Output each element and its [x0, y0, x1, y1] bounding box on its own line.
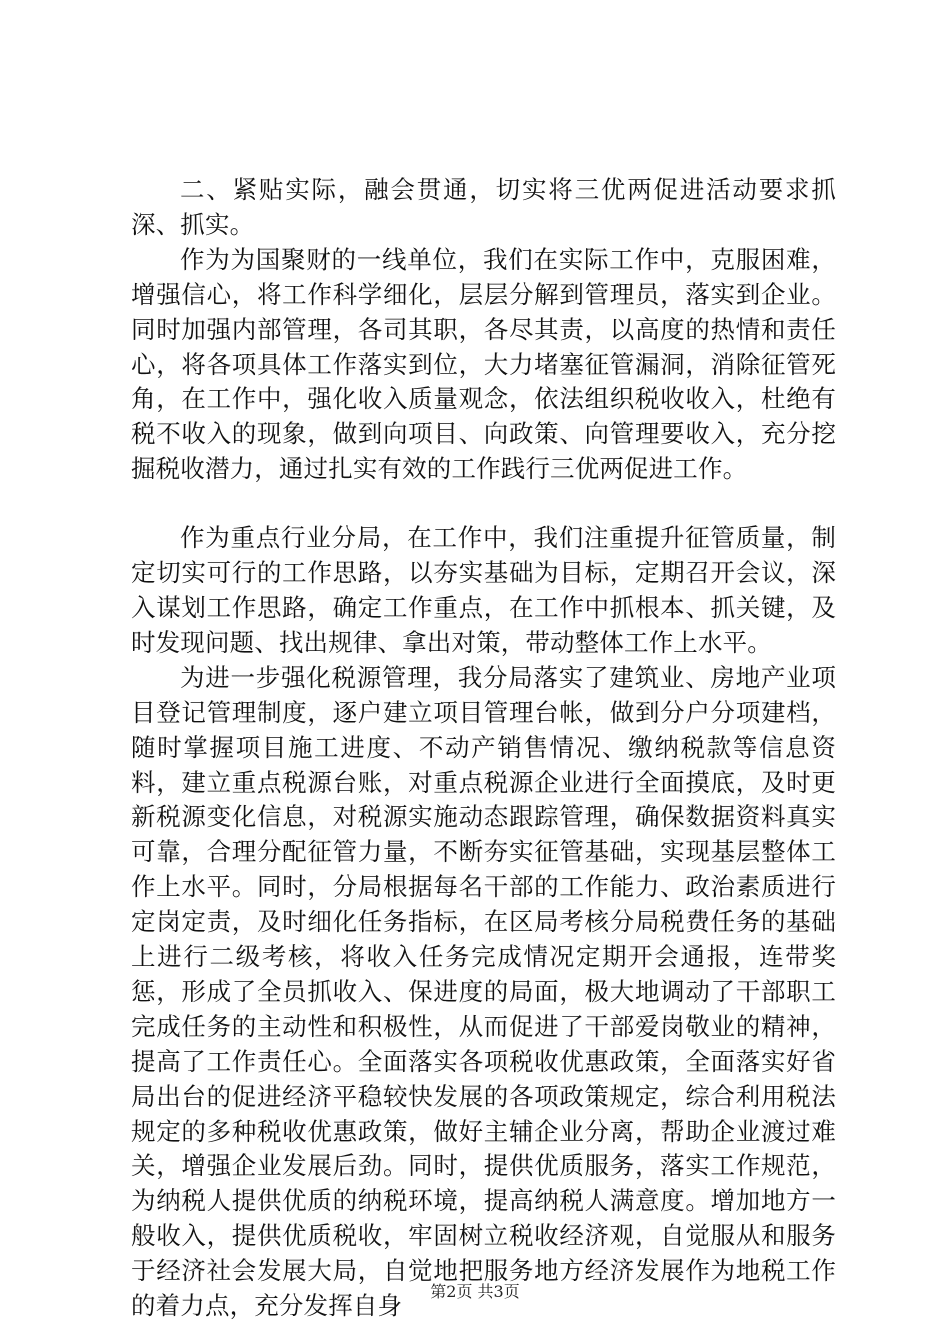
section-heading-paragraph: 二、紧贴实际，融会贯通，切实将三优两促进活动要求抓深、抓实。 — [131, 175, 836, 239]
body-paragraph: 为进一步强化税源管理，我分局落实了建筑业、房地产业项目登记管理制度，逐户建立项目管理台帐，做到分户分项建档，随时掌握项目施工进度、不动产销售情况、缴纳税款等信息资料，建立重点税源台账，对重点税源企业进行全面摸底，及时更新税源变化信息，对税源实施动态跟踪管理，确保数据资料真实可靠，合理分配征管力量，不断夯实征管基础，实现基层整体工作上水平。同时，分局根据每名干部的工作能力、政治素质进行定岗定责，及时细化任务指标，在区局考核分局税费任务的基础上进行二级考核，将收入任务完成情况定期开会通报，连带奖惩，形成了全员抓收入、保进度的局面，极大地调动了干部职工完成任务的主动性和积极性，从而促进了干部爱岗敬业的精神，提高了工作责任心。全面落实各项税收优惠政策，全面落实好省局出台的促进经济平稳较快发展的各项政策规定，综合利用税法规定的多种税收优惠政策，做好主辅企业分离，帮助企业渡过难关，增强企业发展后劲。同时，提供优质服务，落实工作规范，为纳税人提供优质的纳税环境，提高纳税人满意度。增加地方一般收入，提供优质税收，牢固树立税收经济观，自觉服从和服务于经济社会发展大局，自觉地把服务地方经济发展作为地税工作的着力点，充分发挥自身 — [131, 662, 836, 1321]
body-paragraph: 作为为国聚财的一线单位，我们在实际工作中，克服困难，增强信心，将工作科学细化，层层分解到管理员，落实到企业。同时加强内部管理，各司其职，各尽其责，以高度的热情和责任心，将各项具体工作落实到位，大力堵塞征管漏洞，消除征管死角，在工作中，强化收入质量观念，依法组织税收收入，杜绝有税不收入的现象，做到向项目、向政策、向管理要收入，充分挖掘税收潜力，通过扎实有效的工作践行三优两促进工作。 — [131, 244, 836, 484]
page-number-footer: 第2页 共3页 — [430, 1282, 520, 1301]
document-body — [131, 173, 836, 1324]
paragraph-spacer — [131, 487, 836, 521]
body-paragraph: 作为重点行业分局，在工作中，我们注重提升征管质量，制定切实可行的工作思路，以夯实基础为目标，定期召开会议，深入谋划工作思路，确定工作重点，在工作中抓根本、抓关键，及时发现问题、找出规律、拿出对策，带动整体工作上水平。 — [131, 523, 836, 657]
